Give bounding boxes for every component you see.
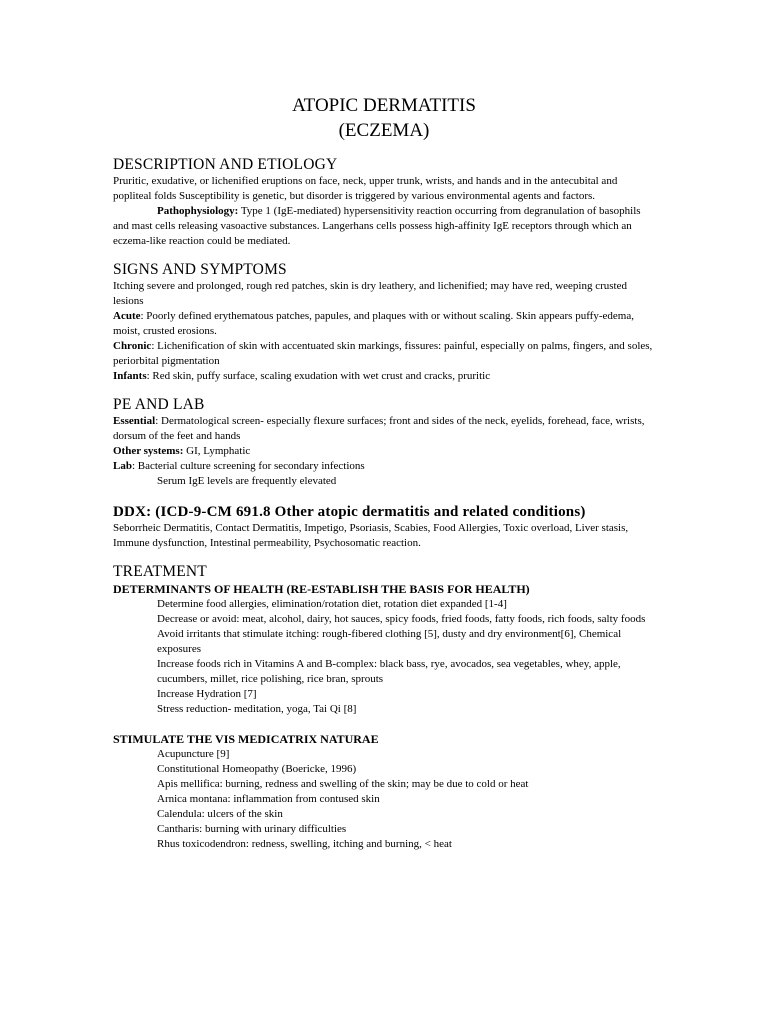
document-subtitle: (ECZEMA) xyxy=(338,120,430,141)
pathophysiology-paragraph xyxy=(113,204,658,249)
list-item: Rhus toxicodendron: redness, swelling, itching and burning, < heat xyxy=(157,838,452,850)
list-item: Cantharis: burning with urinary difficulties xyxy=(157,823,347,835)
document-title: ATOPIC DERMATITIS xyxy=(292,95,476,116)
list-item: Avoid irritants that stimulate itching: rough-fibered clothing [5], dusty and dry environment[6], Chemical exposures xyxy=(157,628,622,655)
infants-label: Infants xyxy=(113,370,147,382)
document-body xyxy=(113,156,658,852)
essential-label: Essential xyxy=(113,415,156,427)
ddx-text: Seborrheic Dermatitis, Contact Dermatitis, Impetigo, Psoriasis, Scabies, Food Allergies, Toxic overload, Liver stasis, Immune dysfunction, Intestinal permeability, Psychosomatic reaction. xyxy=(113,522,629,549)
determinants-list xyxy=(113,597,658,717)
other-systems-paragraph xyxy=(113,444,658,459)
list-item: Apis mellifica: burning, redness and swelling of the skin; may be due to cold or heat xyxy=(157,778,529,790)
determinants-heading: DETERMINANTS OF HEALTH (RE-ESTABLISH THE BASIS FOR HEALTH) xyxy=(113,582,530,596)
pathophysiology-label: Pathophysiology: xyxy=(157,205,239,217)
description-text: Pruritic, exudative, or lichenified eruptions on face, neck, upper trunk, wrists, and hands and in the antecubital and popliteal folds Susceptibility is genetic, but disorder is triggered by various environmental agents and factors. xyxy=(113,175,618,202)
essential-text: : Dermatological screen- especially flexure surfaces; front and sides of the neck, eyelids, forehead, face, wrists, dorsum of the feet and hands xyxy=(113,415,645,442)
section-heading-pe-lab: PE AND LAB xyxy=(113,396,205,413)
list-item: Determine food allergies, elimination/rotation diet, rotation diet expanded [1-4] xyxy=(157,598,507,610)
list-item: Constitutional Homeopathy (Boericke, 1996) xyxy=(157,763,357,775)
acute-label: Acute xyxy=(113,310,141,322)
infants-paragraph xyxy=(113,369,658,384)
chronic-text: : Lichenification of skin with accentuated skin markings, fissures: painful, especially on palms, fingers, and soles, periorbital pigmentation xyxy=(113,340,653,367)
chronic-paragraph xyxy=(113,339,658,369)
list-item: Calendula: ulcers of the skin xyxy=(157,808,283,820)
list-item: Increase Hydration [7] xyxy=(157,688,257,700)
list-item: Acupuncture [9] xyxy=(157,748,230,760)
lab-label: Lab xyxy=(113,460,132,472)
section-heading-treatment: TREATMENT xyxy=(113,563,207,580)
section-heading-signs: SIGNS AND SYMPTOMS xyxy=(113,261,287,278)
other-systems-text: GI, Lymphatic xyxy=(183,445,251,457)
signs-intro: Itching severe and prolonged, rough red patches, skin is dry leathery, and lichenified; may have red, weeping crusted lesions xyxy=(113,280,627,307)
list-item: Arnica montana: inflammation from contused skin xyxy=(157,793,380,805)
other-systems-label: Other systems: xyxy=(113,445,184,457)
lab-paragraph xyxy=(113,459,658,474)
section-heading-description: DESCRIPTION AND ETIOLOGY xyxy=(113,156,338,173)
pathophysiology-text: Type 1 (IgE-mediated) hypersensitivity reaction occurring from degranulation of basophils and mast cells releasing vasoactive substances. Langerhans cells possess high-affinity IgE receptors through which an eczema-like reaction could be mediated. xyxy=(113,205,641,247)
serum-ige-text: Serum IgE levels are frequently elevated xyxy=(157,475,337,487)
acute-paragraph xyxy=(113,309,658,339)
list-item: Increase foods rich in Vitamins A and B-complex: black bass, rye, avocados, sea vegetables, whey, apple, cucumbers, millet, rice polishing, rice bran, sprouts xyxy=(157,658,621,685)
list-item: Stress reduction- meditation, yoga, Tai Qi [8] xyxy=(157,703,357,715)
vis-medicatrix-list xyxy=(113,747,658,852)
chronic-label: Chronic xyxy=(113,340,152,352)
vis-medicatrix-heading: STIMULATE THE VIS MEDICATRIX NATURAE xyxy=(113,732,379,746)
infants-text: : Red skin, puffy surface, scaling exudation with wet crust and cracks, pruritic xyxy=(146,370,491,382)
section-heading-ddx: DDX: (ICD-9-CM 691.8 Other atopic dermatitis and related conditions) xyxy=(113,504,586,520)
lab-text: : Bacterial culture screening for secondary infections xyxy=(131,460,365,472)
acute-text: : Poorly defined erythematous patches, papules, and plaques with or without scaling. Skin appears puffy-edema, moist, crusted erosions. xyxy=(113,310,634,337)
essential-paragraph xyxy=(113,414,658,444)
list-item: Decrease or avoid: meat, alcohol, dairy, hot sauces, spicy foods, fried foods, fatty foods, rich foods, salty foods xyxy=(157,613,646,625)
